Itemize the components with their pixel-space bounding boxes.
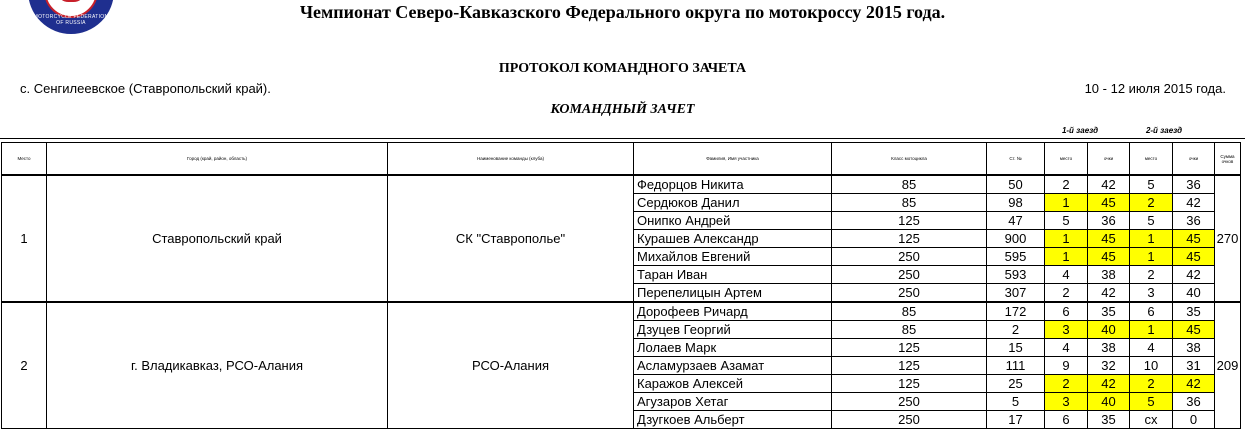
protocol-heading: ПРОТОКОЛ КОМАНДНОГО ЗАЧЕТА <box>498 61 747 76</box>
race2-points: 36 <box>1173 175 1215 194</box>
col-header-r2-place: место <box>1130 143 1173 176</box>
col-header-region: Город (край, район, область) <box>47 143 388 176</box>
rider-name: Асламурзаев Азамат <box>634 357 832 375</box>
team-total: 270 <box>1215 175 1241 302</box>
race1-label: 1-й заезд <box>1061 126 1099 135</box>
col-header-r1-points: очки <box>1088 143 1130 176</box>
rider-class: 250 <box>832 284 987 303</box>
race2-place: 5 <box>1130 212 1173 230</box>
rider-class: 125 <box>832 230 987 248</box>
col-header-total: Сумма очков <box>1215 143 1241 176</box>
race2-points: 36 <box>1173 212 1215 230</box>
rider-name: Таран Иван <box>634 266 832 284</box>
race2-place: 3 <box>1130 284 1173 303</box>
rider-class: 85 <box>832 175 987 194</box>
rider-number: 2 <box>987 321 1045 339</box>
race1-place: 3 <box>1045 321 1088 339</box>
table-header-row <box>2 143 1241 176</box>
team-name: РСО-Алания <box>388 302 634 429</box>
race1-place: 9 <box>1045 357 1088 375</box>
col-header-team: Наименование команды (клуба) <box>388 143 634 176</box>
race1-points: 45 <box>1088 248 1130 266</box>
race2-place: 5 <box>1130 175 1173 194</box>
col-header-class: Класс мотоцикла <box>832 143 987 176</box>
rider-class: 125 <box>832 357 987 375</box>
race2-points: 36 <box>1173 393 1215 411</box>
rider-number: 5 <box>987 393 1045 411</box>
race1-place: 5 <box>1045 212 1088 230</box>
race2-points: 45 <box>1173 321 1215 339</box>
rider-name: Дорофеев Ричард <box>634 302 832 321</box>
race1-place: 6 <box>1045 302 1088 321</box>
rider-class: 125 <box>832 212 987 230</box>
race1-points: 38 <box>1088 339 1130 357</box>
header-divider <box>0 138 1245 139</box>
race2-place: 1 <box>1130 321 1173 339</box>
document-title: Чемпионат Северо-Кавказского Федерального округа по мотокроссу 2015 года. <box>299 2 946 22</box>
team-name: СК "Ставрополье" <box>388 175 634 302</box>
col-header-rider: Фамилия, Имя участника <box>634 143 832 176</box>
race1-place: 2 <box>1045 284 1088 303</box>
race2-place: 2 <box>1130 194 1173 212</box>
event-dates: 10 - 12 июля 2015 года. <box>1084 81 1226 96</box>
rider-class: 125 <box>832 375 987 393</box>
race2-points: 31 <box>1173 357 1215 375</box>
race2-points: 0 <box>1173 411 1215 429</box>
rider-name: Лолаев Марк <box>634 339 832 357</box>
race1-points: 40 <box>1088 393 1130 411</box>
rider-number: 25 <box>987 375 1045 393</box>
event-location: с. Сенгилеевское (Ставропольский край). <box>20 81 271 96</box>
race1-points: 36 <box>1088 212 1130 230</box>
race2-place: 1 <box>1130 248 1173 266</box>
rider-name: Каражов Алексей <box>634 375 832 393</box>
race1-points: 45 <box>1088 194 1130 212</box>
race1-place: 6 <box>1045 411 1088 429</box>
team-place: 1 <box>2 175 47 302</box>
race2-label: 2-й заезд <box>1145 126 1183 135</box>
rider-class: 85 <box>832 321 987 339</box>
race1-points: 42 <box>1088 375 1130 393</box>
race2-points: 35 <box>1173 302 1215 321</box>
rider-class: 250 <box>832 393 987 411</box>
race1-points: 35 <box>1088 302 1130 321</box>
rider-class: 250 <box>832 248 987 266</box>
team-region: г. Владикавказ, РСО-Алания <box>47 302 388 429</box>
rider-number: 47 <box>987 212 1045 230</box>
race2-points: 42 <box>1173 266 1215 284</box>
rider-class: 250 <box>832 411 987 429</box>
race2-points: 42 <box>1173 375 1215 393</box>
col-header-r1-place: место <box>1045 143 1088 176</box>
race2-place: 4 <box>1130 339 1173 357</box>
race1-points: 32 <box>1088 357 1130 375</box>
rider-number: 98 <box>987 194 1045 212</box>
team-total: 209 <box>1215 302 1241 429</box>
rider-number: 900 <box>987 230 1045 248</box>
rider-class: 85 <box>832 302 987 321</box>
race1-place: 4 <box>1045 266 1088 284</box>
race1-place: 1 <box>1045 248 1088 266</box>
rider-number: 172 <box>987 302 1045 321</box>
rider-number: 15 <box>987 339 1045 357</box>
rider-class: 125 <box>832 339 987 357</box>
race1-place: 2 <box>1045 175 1088 194</box>
race1-points: 42 <box>1088 175 1130 194</box>
rider-number: 17 <box>987 411 1045 429</box>
rider-number: 593 <box>987 266 1045 284</box>
results-table <box>1 142 1241 429</box>
table-row <box>2 175 1241 194</box>
rider-name: Курашев Александр <box>634 230 832 248</box>
race2-place: 1 <box>1130 230 1173 248</box>
rider-name: Онипко Андрей <box>634 212 832 230</box>
rider-name: Агузаров Хетаг <box>634 393 832 411</box>
race2-points: 40 <box>1173 284 1215 303</box>
rider-class: 85 <box>832 194 987 212</box>
rider-name: Сердюков Данил <box>634 194 832 212</box>
race2-points: 42 <box>1173 194 1215 212</box>
race2-place: 2 <box>1130 266 1173 284</box>
rider-number: 50 <box>987 175 1045 194</box>
race2-points: 45 <box>1173 248 1215 266</box>
rider-number: 595 <box>987 248 1045 266</box>
race1-points: 40 <box>1088 321 1130 339</box>
race2-place: 2 <box>1130 375 1173 393</box>
race1-points: 42 <box>1088 284 1130 303</box>
rider-name: Перепелицын Артем <box>634 284 832 303</box>
race2-place: сх <box>1130 411 1173 429</box>
race2-place: 6 <box>1130 302 1173 321</box>
race1-points: 38 <box>1088 266 1130 284</box>
rider-number: 111 <box>987 357 1045 375</box>
race1-points: 45 <box>1088 230 1130 248</box>
race1-place: 4 <box>1045 339 1088 357</box>
logo-text: MOTORCYCLE FEDERATION OF RUSSIA <box>33 14 109 26</box>
rider-name: Дзуцев Георгий <box>634 321 832 339</box>
rider-number: 307 <box>987 284 1045 303</box>
race2-place: 5 <box>1130 393 1173 411</box>
section-subtitle: КОМАНДНЫЙ ЗАЧЕТ <box>550 102 695 117</box>
team-place: 2 <box>2 302 47 429</box>
race2-points: 45 <box>1173 230 1215 248</box>
rider-name: Михайлов Евгений <box>634 248 832 266</box>
race1-place: 2 <box>1045 375 1088 393</box>
race1-place: 3 <box>1045 393 1088 411</box>
table-row <box>2 302 1241 321</box>
race1-place: 1 <box>1045 194 1088 212</box>
team-region: Ставропольский край <box>47 175 388 302</box>
col-header-place: Место <box>2 143 47 176</box>
rider-name: Дзугкоев Альберт <box>634 411 832 429</box>
col-header-r2-points: очки <box>1173 143 1215 176</box>
race2-place: 10 <box>1130 357 1173 375</box>
race2-points: 38 <box>1173 339 1215 357</box>
rider-name: Федорцов Никита <box>634 175 832 194</box>
race1-points: 35 <box>1088 411 1130 429</box>
race1-place: 1 <box>1045 230 1088 248</box>
rider-class: 250 <box>832 266 987 284</box>
col-header-number: Ст. № <box>987 143 1045 176</box>
